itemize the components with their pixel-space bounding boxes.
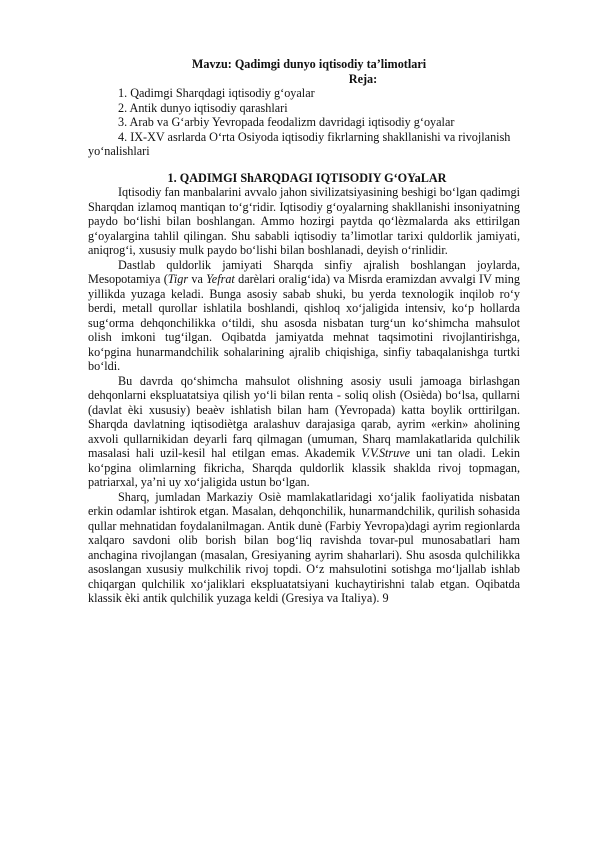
paragraph-2 <box>88 258 520 374</box>
plan-item-3: 3. Arab va G‘arbiy Yevropada feodalizm davridagi iqtisodiy g‘oyalar <box>118 115 455 129</box>
plan-item-4: 4. IX-XV asrlarda O‘rta Osiyoda iqtisodiy fikrlarning shakllanishi va rivojlanish yo‘nalishlari <box>88 129 511 158</box>
paragraph-2-text-b: darèlari oralig‘ida) va Misrda eramizdan avvalgi IV ming yillikda yuzaga keladi. Bunga asosiy sabab shuki, bu yerda texnologik inqilob ro‘y berdi, metall qurollar ishlatila boshlandi, qishloq xo‘jaligida intensiv, ko‘p hollarda sug‘orma dehqonchilikka o‘tildi, shu asosda nisbatan turg‘un ko‘shimcha mahsulot olish imkoni tug‘ilgan. Oqibatda jamiyatda mehnat taqsimotini rivojlantirishga, ko‘pgina hunarmandchilik sohalarining ajralib chiqishiga, sinfiy tabaqalanishga turtki bo‘ldi. <box>88 272 520 373</box>
section-heading: 1. QADIMGI ShARQDAGI IQTISODIY G‘OYaLAR <box>167 170 447 185</box>
document-page <box>88 57 520 606</box>
river-yefrat: Yefrat <box>206 272 235 286</box>
paragraph-3 <box>88 374 520 490</box>
author-struve: V.V.Struve <box>361 446 411 460</box>
paragraph-1: Iqtisodiy fan manbalarini avvalo jahon sivilizatsiyasining beshigi bo‘lgan qadimgi Sharqdan izlamoq mantiqan to‘g‘ridir. Iqtisodiy g‘oyalarning shakllanishi insoniyatning paydo bo‘lishi bilan boshlangan. Ammo hozirgi paytda qo‘lèzmalarda aks ettirilgan g‘oyalargina tahlil qilingan. Shu sababli iqtisodiy ta’limotlar tarixi quldorlik jamiyati, aniqrog‘i, xususiy mulk paydo bo‘lishi bilan boshlanadi, deyish o‘rinlidir. <box>88 185 520 257</box>
paragraph-4: Sharq, jumladan Markaziy Osiè mamlakatlaridagi xo‘jalik faoliyatida nisbatan erkin odamlar ishtirok etgan. Masalan, dehqonchilik, hunarmandchilik, qurilish sohasida qullar mehnatidan foydalanilmagan. Antik dunè (Farbiy Yevropa)dagi ayrim regionlarda xalqaro savdoni olib borish bilan bog‘liq ravishda tovar-pul munosabatlari ham anchagina rivojlangan (masalan, Gresiyaning ayrim shaharlari). Shu asosda qulchilikka asoslangan xususiy mulkchilik rivoj topdi. O‘z mahsulotini sotishga mo‘ljallab ishlab chiqargan qulchilik xo‘jaliklari ekspluatatsiyani kuchaytirishni talab etgan. Oqibatda klassik èki antik qulchilik yuzaga keldi (Gresiya va Italiya). 9 <box>88 489 520 605</box>
document-title: Mavzu: Qadimgi dunyo iqtisodiy ta’limotlari <box>191 57 427 71</box>
plan-heading: Reja: <box>348 71 378 86</box>
paragraph-3-text-b: uni tan oladi. Lekin ko‘pgina olimlarning fikricha, Sharqda quldorlik klassik shaklda rivoj topmagan, patriarxal, ya’ni uy xo‘jaligida ustun bo‘lgan. <box>88 446 520 489</box>
paragraph-2-and: va <box>188 272 207 286</box>
plan-item-1: 1. Qadimgi Sharqdagi iqtisodiy g‘oyalar <box>118 86 315 100</box>
plan-item-2: 2. Antik dunyo iqtisodiy qarashlari <box>118 100 288 115</box>
river-tigr: Tigr <box>167 272 189 286</box>
paragraph-3-text-a: Bu davrda qo‘shimcha mahsulot olishning asosiy usuli jamoaga birlashgan dehqonlarni ekspluatatsiya qilish yo‘li bilan renta - soliq olish (Osièda) bo‘lsa, qullarni (davlat èki xususiy) beaèv ishlatish bilan ham (Yevropada) katta boylik orttirilgan. Sharqda davlatning iqtisodiètga aralashuv darajasiga qarab, ayrim «erkin» aholining axvoli qullarnikidan deyarli farq qilmagan (umuman, Sharq mamlakatlarida qulchilik masalasi hali uzil-kesil hal etilgan emas. Akademik <box>88 373 520 460</box>
paragraph-2-text-a: Dastlab quldorlik jamiyati Sharqda sinfiy ajralish boshlangan joylarda, Mesopotamiya ( <box>88 257 520 286</box>
